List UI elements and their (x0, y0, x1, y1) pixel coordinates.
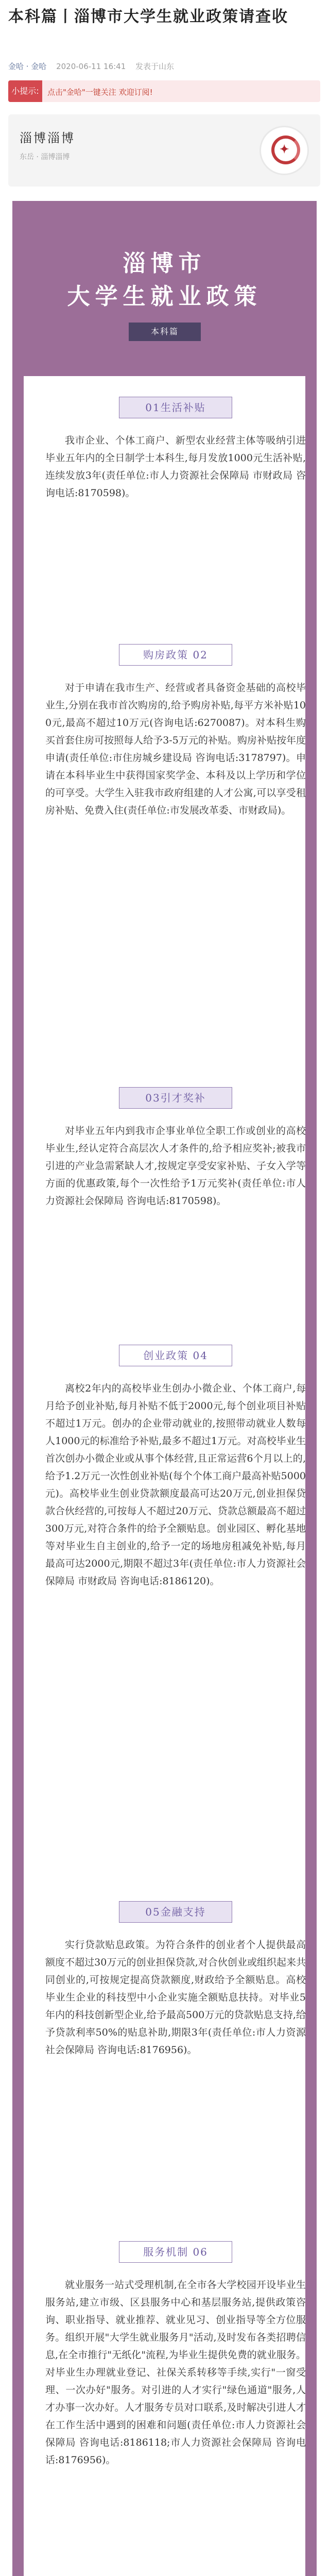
section-label: 服务机制 06 (143, 2246, 208, 2258)
section-label-badge (119, 644, 232, 666)
section-label-badge (119, 1087, 232, 1109)
section-entrepreneurship (45, 1345, 306, 1590)
article-meta (8, 61, 181, 72)
policy-poster (12, 201, 317, 2576)
section-body: 我市企业、个体工商户、新型农业经营主体等吸纳引进毕业五年内的全日制学士本科生,每月发放1000元生活补贴,连续发放3年(责任单位:市人力资源社会保障局 市财政局 咨询电话:8170598)。 (45, 435, 306, 499)
article-title: 本科篇丨淄博市大学生就业政策请查收 (8, 8, 288, 26)
poster-heading-line2: 大学生就业政策 (67, 283, 262, 310)
section-label: 01生活补贴 (145, 401, 206, 414)
account-link[interactable]: 金哈 · 金哈 (8, 62, 47, 71)
notice-tag: 小提示: (8, 80, 42, 102)
section-label: 创业政策 04 (143, 1349, 208, 1362)
poster-heading (12, 247, 317, 313)
section-label: 购房政策 02 (143, 649, 208, 661)
logo-mark-icon: ✦ (280, 143, 289, 156)
section-housing-policy (45, 644, 306, 819)
section-body: 对毕业五年内到我市企事业单位全职工作或创业的高校毕业生,经认定符合高层次人才条件的,给予相应奖补;被我市引进的产业急需紧缺人才,按规定享受安家补贴、子女入学等方面的优惠政策,每个一次性给予1万元奖补(责任单位:市人力资源社会保障局 咨询电话:8170598)。 (45, 1125, 306, 1207)
notice-text: 点击"金哈"一键关注 欢迎订阅! (47, 88, 153, 97)
section-label-badge (119, 2241, 232, 2263)
follow-notice[interactable] (8, 80, 320, 102)
section-financial-support (45, 1901, 306, 2059)
profile-logo (259, 126, 309, 175)
section-label-badge (119, 1345, 232, 1366)
poster-banner: 本科篇 (129, 323, 201, 341)
profile-name: 淄博淄博 (20, 131, 75, 145)
section-label: 03引才奖补 (145, 1092, 206, 1104)
section-body: 对于申请在我市生产、经营或者具备资金基础的高校毕业生,分别在我市首次购房的,给予购房补贴,每平方米补贴100元,最高不超过10万元(咨询电话:6270087)。对本科生购买首套住房可按照每人给予3-5万元的补贴。购房补贴按年度申请(责任单位:市住房城乡建设局 咨询电话:3178797)。申请在本科毕业生中获得国家奖学金、本科及以上学历和学位的可享受。大学生入驻我市政府组建的人才公寓,可以享受租房补贴、免费入住(责任单位:市发展改革委、市财政局)。 (45, 682, 306, 816)
section-service-mechanism (45, 2241, 306, 2469)
profile-card[interactable] (8, 114, 320, 187)
section-talent-reward (45, 1087, 306, 1210)
profile-subtitle: 东岳 · 淄博淄博 (20, 153, 70, 161)
section-body: 实行贷款贴息政策。为符合条件的创业者个人提供最高额度不超过30万元的创业担保贷款,对合伙创业或组织起来共同创业的,可按规定提高贷款额度,财政给予全额贴息。高校毕业生企业的科技型中小企业实施全额贴息扶持。对毕业5年内的科技创新型企业,给予最高500万元的贷款贴息支持,给予贷款利率50%的贴息补助,期限3年(责任单位:市人力资源社会保障局 咨询电话:8176956)。 (45, 1939, 306, 2056)
publish-date: 2020-06-11 16:41 (56, 62, 126, 71)
section-label-badge (119, 397, 232, 418)
section-living-subsidy (45, 397, 306, 502)
section-body: 离校2年内的高校毕业生创办小微企业、个体工商户,每月给予创业补贴,每月补贴不低于2000元,每个创业项目补贴不超过1万元。创办的企业带动就业的,按照带动就业人数每人1000元的标准给予补贴,最多不超过1万元。对高校毕业生首次创办小微企业或从事个体经营,且正常运营6个月以上的,给予1.2万元一次性创业补贴(每个个体工商户最高补贴5000元)。高校毕业生创业贷款额度最高可达20万元,创业担保贷款合伙经营的,可按每人不超过20万元、贷款总额最高不超过300万元,对符合条件的给予全额贴息。创业园区、孵化基地等对毕业生自主创业的,给予一定的场地房租减免补贴,每月最高可达2000元,期限不超过3年(责任单位:市人力资源社会保障局 市财政局 咨询电话:8186120)。 (45, 1383, 306, 1587)
section-label-badge (119, 1901, 232, 1923)
poster-heading-line1: 淄博市 (123, 250, 206, 277)
publish-location: 发表于山东 (135, 62, 175, 71)
section-body: 就业服务一站式受理机制,在全市各大学校园开设毕业生服务站,建立市级、区县服务中心和基层服务站,提供政策咨询、职业指导、就业推荐、就业见习、创业指导等全方位服务。组织开展"大学生就业服务月"活动,及时发布各类招聘信息,在全市推行"无纸化"流程,为毕业生提供免费的就业服务。对毕业生办理就业登记、社保关系转移等手续,实行"一窗受理、一次办好"服务。对引进的人才实行"绿色通道"服务,人才办事一次办好。人才服务专员对口联系,及时解决引进人才在工作生活中遇到的困难和问题(责任单位:市人力资源社会保障局 咨询电话:8186118;市人力资源社会保障局 咨询电话:8176956)。 (45, 2279, 306, 2466)
section-label: 05金融支持 (145, 1906, 206, 1918)
poster-content-panel (24, 376, 305, 2576)
